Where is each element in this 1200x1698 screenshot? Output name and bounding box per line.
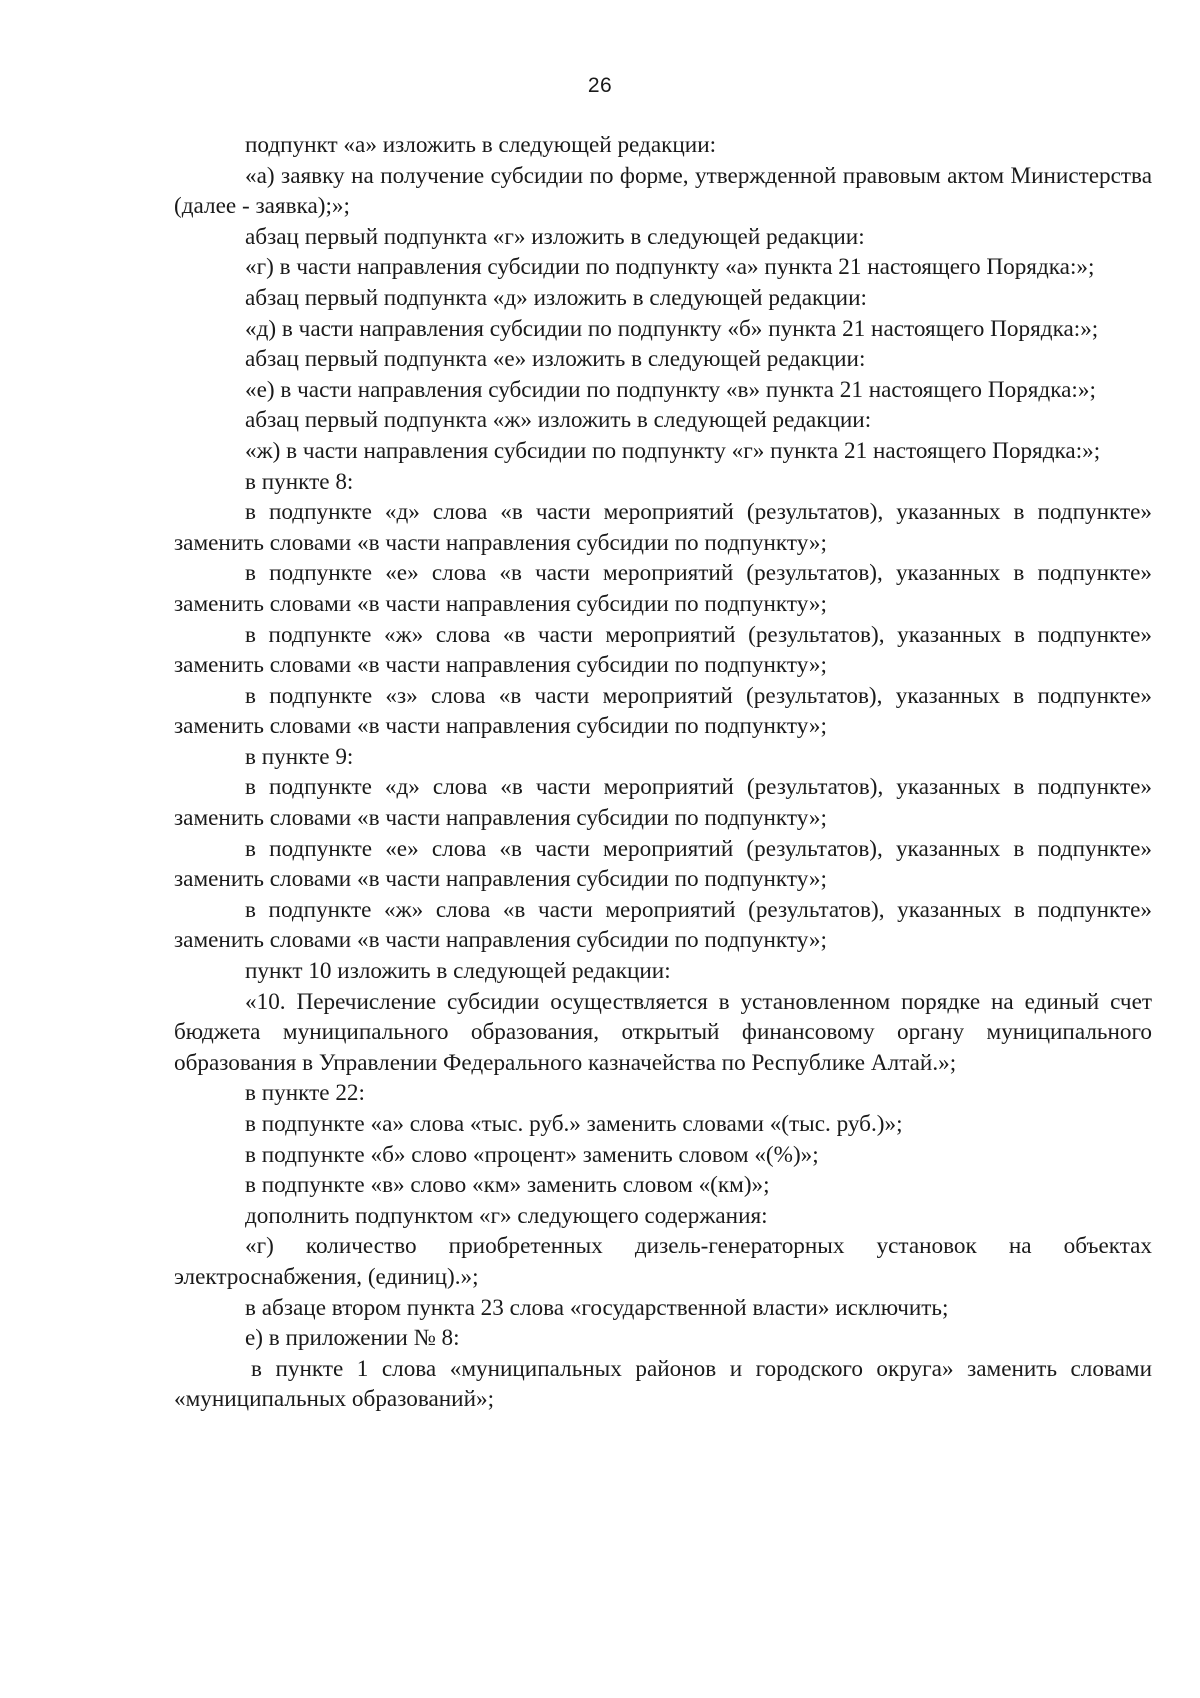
paragraph: «г) количество приобретенных дизель-генераторных установок на объектах электроснабжения, (единиц).»;: [174, 1233, 1152, 1290]
paragraph: абзац первый подпункта «ж» изложить в следующей редакции:: [245, 407, 872, 434]
paragraph: «д) в части направления субсидии по подпункту «б» пункта 21 настоящего Порядка:»;: [245, 315, 1099, 342]
paragraph: в подпункте «е» слова «в части мероприятий (результатов), указанных в подпункте» заменить словами «в части направления субсидии по подпункту»;: [174, 560, 1152, 617]
paragraph: в подпункте «б» слово «процент» заменить словом «(%)»;: [245, 1141, 819, 1168]
paragraph: «ж) в части направления субсидии по подпункту «г» пункта 21 настоящего Порядка:»;: [245, 437, 1101, 464]
paragraph: «г) в части направления субсидии по подпункту «а» пункта 21 настоящего Порядка:»;: [245, 254, 1095, 281]
paragraph: дополнить подпунктом «г» следующего содержания:: [245, 1202, 768, 1229]
paragraph: в пункте 22:: [245, 1080, 365, 1107]
page-number: 26: [587, 74, 613, 97]
paragraph: в абзаце втором пункта 23 слова «государственной власти» исключить;: [245, 1294, 949, 1321]
paragraph: в подпункте «в» слово «км» заменить словом «(км)»;: [245, 1172, 770, 1199]
paragraph: в подпункте «ж» слова «в части мероприятий (результатов), указанных в подпункте» заменить словами «в части направления субсидии по подпункту»;: [174, 621, 1152, 679]
paragraph: подпункт «а» изложить в следующей редакции:: [245, 132, 717, 158]
paragraph: в пункте 8:: [245, 468, 354, 495]
document-body: [174, 130, 1152, 1415]
paragraph: в подпункте «ж» слова «в части мероприятий (результатов), указанных в подпункте» заменить словами «в части направления субсидии по подпункту»;: [174, 896, 1152, 954]
paragraph: абзац первый подпункта «г» изложить в следующей редакции:: [245, 223, 865, 250]
paragraph: в подпункте «е» слова «в части мероприятий (результатов), указанных в подпункте» заменить словами «в части направления субсидии по подпункту»;: [174, 835, 1152, 893]
paragraph: в подпункте «а» слова «тыс. руб.» заменить словами «(тыс. руб.)»;: [245, 1111, 903, 1137]
paragraph: «е) в части направления субсидии по подпункту «в» пункта 21 настоящего Порядка:»;: [245, 376, 1096, 403]
paragraph: в пункте 1 слова «муниципальных районов и городского округа» заменить словами «муниципальных образований»;: [174, 1355, 1152, 1413]
paragraph: абзац первый подпункта «д» изложить в следующей редакции:: [245, 284, 867, 311]
paragraph: в подпункте «з» слова «в части мероприятий (результатов), указанных в подпункте» заменить словами «в части направления субсидии по подпункту»;: [174, 682, 1152, 740]
paragraph: «10. Перечисление субсидии осуществляется в установленном порядке на единый счет бюджета муниципального образования, открытый финансовому органу муниципального образования в Управлении Федерального казначейства по Республике Алтай.»;: [174, 988, 1152, 1076]
paragraph: абзац первый подпункта «е» изложить в следующей редакции:: [245, 346, 866, 373]
paragraph: пункт 10 изложить в следующей редакции:: [245, 958, 671, 985]
paragraph: в подпункте «д» слова «в части мероприятий (результатов), указанных в подпункте» заменить словами «в части направления субсидии по подпункту»;: [174, 774, 1152, 832]
paragraph: в пункте 9:: [245, 743, 354, 770]
paragraph: «а) заявку на получение субсидии по форме, утвержденной правовым актом Министерства (далее - заявка);»;: [174, 162, 1152, 220]
paragraph: в подпункте «д» слова «в части мероприятий (результатов), указанных в подпункте» заменить словами «в части направления субсидии по подпункту»;: [174, 499, 1152, 556]
paragraph: е) в приложении № 8:: [245, 1325, 460, 1352]
